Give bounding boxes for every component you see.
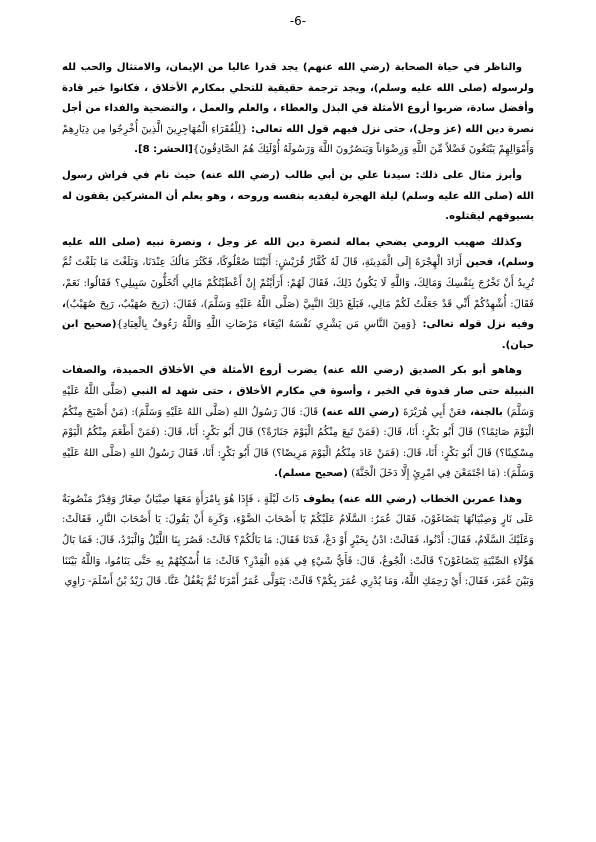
narrator-quote: فعَنْ أَبِي هُرَيْرَةَ <box>403 406 467 418</box>
salutation-quote: (صَلَّى اللَّهُ عَلَيْهِ وَسَلَّمَ) <box>62 385 535 418</box>
document-body <box>62 58 534 598</box>
citation: [الحشر: 8]. <box>134 144 193 156</box>
citation: (صحيح ابن حبان). <box>62 319 534 351</box>
page-number: -6- <box>289 14 307 28</box>
paragraph-text: وكذلك صهيب الرومي يضحي بماله لنصرة دين الله عز وجل ، ونصرة نبيه (صلى الله عليه وسلم)، فحين <box>62 236 534 269</box>
paragraph-text: والناظر في حياة الصحابة (رضي الله عنهم) يجد قدرا عاليا من الإيمان، والامتثال والحب لله ولرسوله (صلى الله عليه وسلم)، ويجد ترجمة حقيقية للتحلي بمكارم الأخلاق ، فكانوا خير قادة وأفضل سادة، ضربوا أروع الأمثلة في البذل والعطاء ، والعلم والعمل ، والتضحية والفداء من أجل نصرة دين الله (عز وجل)، حتى نزل فيهم قول الله تعالى: <box>62 62 534 135</box>
quran-quote: {لِلْفُقَرَاءِ الْمُهَاجِرِينَ الَّذِينَ أُخْرِجُوا مِن دِيَارِهِمْ وَأَمْوَالِهِمْ يَبْتَغُونَ فَضْلاً مِّنَ اللَّهِ وَرِضْوَاناً وَيَنصُرُونَ اللَّهَ وَرَسُولَهُ أُوْلَئِكَ هُمُ الصَّادِقُونَ} <box>62 123 534 156</box>
hadith-quote: أَرَادَ الْهِجْرَةَ إِلَى الْمَدِينَةِ، قَالَ لَهُ كُفَّارُ قُرَيْشٍ: أَتَيْتَنَا صُعْلُوكًا، فَكَثُرَ مَالُكَ عِنْدَنَا، وَبَلَغْتَ مَا بَلَغْتَ ثُمَّ تُرِيدُ أَنْ تَخْرُجَ بِنَفْسِكَ وَمَالِكَ، وَاللَّهِ لَا يَكُونُ ذَلِكَ، فَقَالَ لَهُمْ: أَرَأَيْتُمْ إِنْ أَعْطَيْتُكُمْ مَالِي أَتُخَلُّونَ سَبِيلِي؟ فَقَالُوا: نَعَمْ، فَقَالَ: أُشْهِدُكُمْ أَنِّي قَدْ جَعَلْتُ لَكُمْ مَالِي، فَبَلَغَ ذَلِكَ النَّبِيَّ (صَلَّى اللَّهُ عَلَيْهِ وَسَلَّمَ)، فَقَالَ: (رَبِحَ صُهَيْبٌ، رَبِحَ صُهَيْبٌ) <box>62 257 534 310</box>
paragraph-umar <box>62 490 534 593</box>
paragraph-suhaib <box>62 233 534 357</box>
paragraph-abu-bakr <box>62 361 534 485</box>
paragraph-text: وهاهو أبو بكر الصديق (رضي الله عنه) يضرب أروع الأمثلة في الأخلاق الحميدة، والصفات النبيلة حتى صار قدوة في الخير ، وأسوة في مكارم الأخلاق ، حتى شهد له النبي <box>62 365 535 397</box>
hadith-quote: ذَاتَ لَيْلَةٍ ، فَإِذَا هُوَ بِامْرَأَةٍ مَعَهَا صِبْيَانٌ صِغَارٌ وَقِدْرٌ مَنْصُوبَةٌ عَلَى نَارٍ وَصِبْيَانُهَا يَتَضَاغَوْنَ، فَقَالَ عُمَرُ: السَّلَامُ عَلَيْكُمْ يَا أَصْحَابَ الضَّوْءِ، وَكَرِهَ أَنْ يَقُولَ: يَا أَصْحَابَ النَّارِ، فَقَالَتْ: وَعَلَيْكَ السَّلَامُ، فَقَالَ: أَدْنُوا، فَقَالَتْ: ادْنُ بِخَيْرٍ أَوْ دَعْ، فَدَنَا فَقَالَ: مَا بَالُكُمْ؟ قَالَتْ: قَصُرَ بِنَا اللَّيْلُ وَالْبَرْدُ، قَالَ: فَمَا بَالُ هَؤُلَاءِ الصِّبْيَةِ يَتَضَاغَوْنَ؟ قَالَتْ: الْجُوعُ، قَالَ: فَأَيُّ شَيْءٍ فِي هَذِهِ الْقِدْرِ؟ قَالَتْ: مَا أُسْكِتُهُمْ بِهِ حَتَّى يَنَامُوا، وَاللَّهُ بَيْنَنَا وَبَيْنَ عُمَرَ، فَقَالَ: أَيْ رَحِمَكِ اللَّهُ، وَمَا يُدْرِي عُمَرَ بِكُمْ؟ قَالَتْ: يَتَوَلَّى عُمَرُ أَمْرَنَا ثُمَّ يَغْفُلُ عَنَّا. قَالَ زَيْدُ بْنُ أَسْلَمَ- رَاوِي <box>62 493 534 588</box>
paragraph-text: ، وفيه نزل قوله تعالى: <box>62 298 534 331</box>
quran-quote: {وَمِنَ النَّاسِ مَن يَشْرِي نَفْسَهُ ابْتِغَاء مَرْضَاتِ اللَّهِ وَاللَّهُ رَءُوفٌ بِالْعِبَادِ} <box>116 319 418 331</box>
hadith-quote: قَالَ: قَالَ رَسُولُ اللهِ (صَلَّى اللهُ عَلَيْهِ وَسَلَّمَ): (مَنْ أَصْبَحَ مِنْكُمُ الْيَوْمَ صَائِمًا؟) قَالَ أَبُو بَكْرٍ: أَنَا، قَالَ: (فَمَنْ تَبِعَ مِنْكُمُ الْيَوْمَ جَنَازَةً؟) قَالَ أَبُو بَكْرٍ: أَنَا، قَالَ: (فَمَنْ أَطْعَمَ مِنْكُمُ الْيَوْمَ مِسْكِينًا؟) قَالَ أَبُو بَكْرٍ: أَنَا، قَالَ: (فَمَنْ عَادَ مِنْكُمُ الْيَوْمَ مَرِيضًا؟) قَالَ أَبُو بَكْرٍ: أَنَا، فَقَالَ رَسُولُ اللهِ (صَلَّى اللهُ عَلَيْهِ وَسَلَّمَ): (مَا اجْتَمَعْنَ فِي امْرِئٍ إِلَّا دَخَلَ الْجَنَّةَ) <box>62 406 534 480</box>
paragraph-companions-faith <box>62 58 534 161</box>
citation: (صحيح مسلم). <box>274 468 352 480</box>
paragraph-text: وهذا عمربن الخطاب (رضي الله عنه) يطوف <box>299 493 522 505</box>
paragraph-text: وأبرز مثال على ذلك: سيدنا علي بن أبي طالب (رضي الله عنه) حيث نام في فراش رسول الله (صلى الله عليه وسلم) ليلة الهجرة ليفديه بنفسه وروحه ، وهو يعلم أن المشركين يقفون له بسيوفهم ليقتلوه. <box>62 169 534 223</box>
paragraph-text: بالجنة، <box>466 406 507 418</box>
paragraph-ali <box>62 166 534 228</box>
paragraph-text: (رضي الله عنه) <box>318 406 404 418</box>
